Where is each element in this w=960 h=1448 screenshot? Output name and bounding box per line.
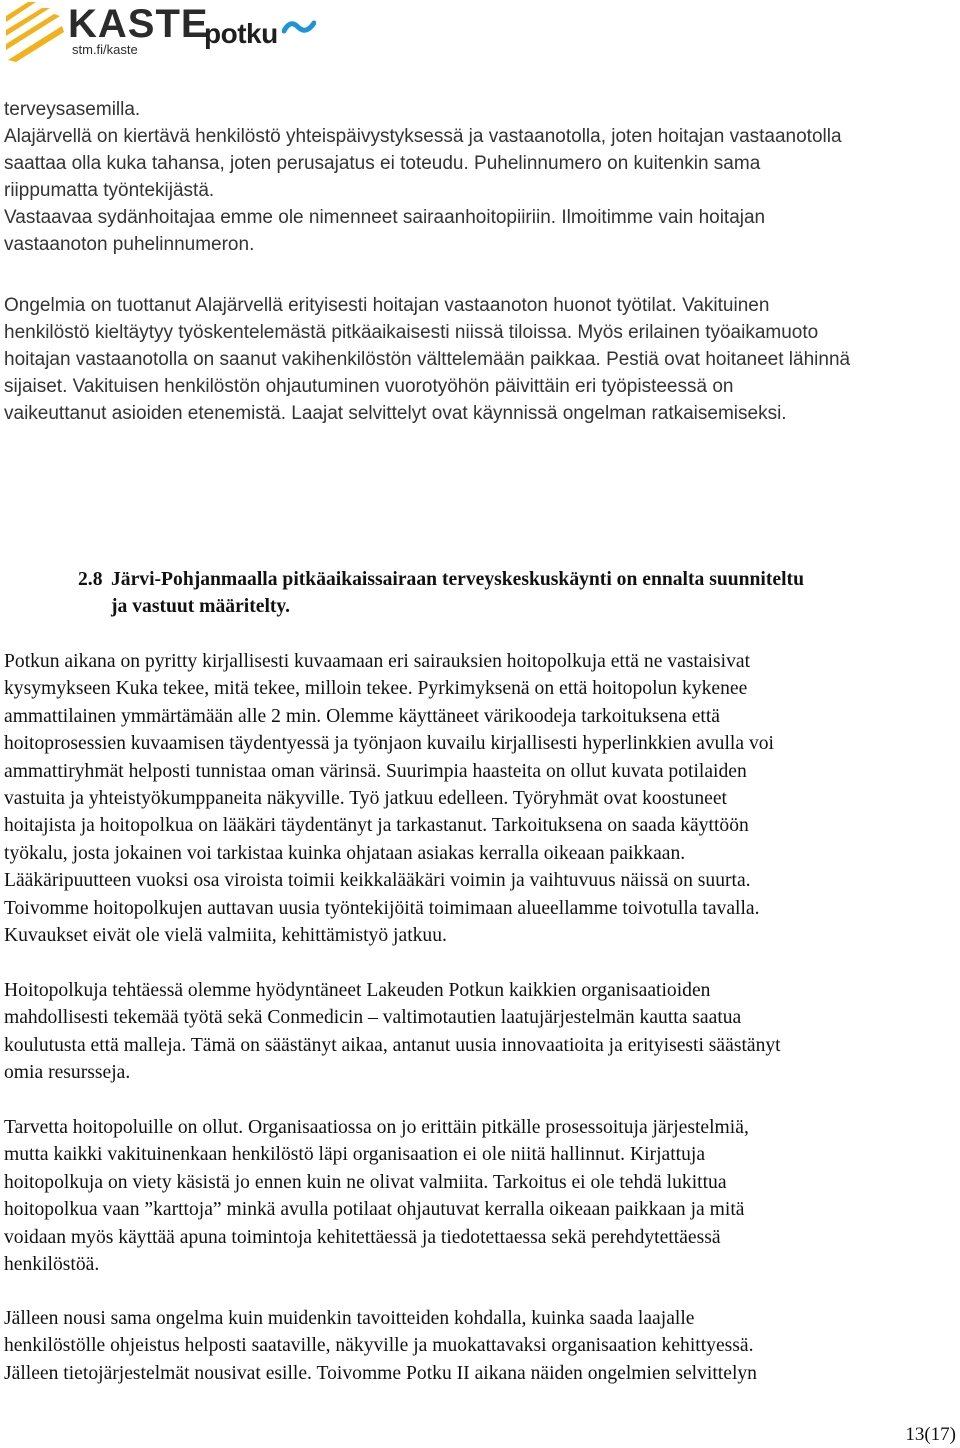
- text-line: Kuvaukset eivät ole vielä valmiita, kehittämistyö jatkuu.: [4, 925, 447, 947]
- text-line: omia resursseja.: [4, 1062, 131, 1084]
- text-line: Potkun aikana on pyritty kirjallisesti kuvaamaan eri sairauksien hoitopolkuja että ne vastaisivat: [4, 651, 751, 672]
- text-line: vastuita ja yhteistyökumppaneita näkyville. Työ jatkuu edelleen. Työryhmät ovat koostuneet: [4, 788, 727, 810]
- text-line: saattaa olla kuka tahansa, joten perusajatus ei toteudu. Puhelinnumero on kuitenkin sama: [4, 153, 761, 174]
- text-line: henkilöstöä.: [4, 1254, 100, 1276]
- paragraph-again: [4, 1305, 958, 1387]
- text-line: Hoitopolkuja tehtäessä olemme hyödyntäneet Lakeuden Potkun kaikkien organisaatioiden: [4, 980, 711, 1001]
- page-header: [6, 0, 346, 72]
- text-line: hoitopolkuja on viety käsistä jo ennen kuin ne olivat valmiita. Tarkoitus ei ole tehdä lukittua: [4, 1171, 727, 1193]
- text-line: Toivomme hoitopolkujen auttavan uusia työntekijöitä toimimaan alueellamme toivotulla tavalla.: [4, 897, 760, 919]
- paragraph-utilization: [4, 977, 958, 1087]
- text-line: hoitopolkua vaan ”karttoja” minkä avulla potilaat ohjautuvat kerralla oikeaan paikkaan ja mitä: [4, 1199, 745, 1221]
- text-line: Ongelmia on tuottanut Alajärvellä erityisesti hoitajan vastaanoton huonot työtilat. Vakituinen: [4, 295, 770, 316]
- section-number: 2.8: [78, 569, 103, 590]
- paragraph-intro: [4, 96, 958, 258]
- text-line: mutta kaikki vakituinenkaan henkilöstö läpi organisaation ei ole niitä hallinnut. Kirjattuja: [4, 1144, 706, 1166]
- text-line: riippumatta työntekijästä.: [4, 180, 215, 201]
- paragraph-problems: [4, 292, 958, 427]
- text-line: Alajärvellä on kiertävä henkilöstö yhteispäivystyksessä ja vastaanotolla, joten hoitajan vastaanotolla: [4, 126, 842, 147]
- text-line: henkilöstö kieltäytyy työskentelemästä pitkäaikaisesti niissä tiloissa. Myös erilainen työaikamuoto: [4, 322, 819, 343]
- kaste-url: stm.fi/kaste: [72, 42, 138, 57]
- text-line: sijaiset. Vakituisen henkilöstön ohjautuminen vuorotyöhön päivittäin eri työpisteessä on: [4, 376, 734, 397]
- kaste-wordmark: KASTE: [68, 2, 209, 46]
- text-line: hoitoprosessien kuvaamisen täydentyessä ja työnjaon kuvailu kirjallisesti hyperlinkkien avulla voi: [4, 733, 774, 755]
- section-heading: [78, 566, 804, 620]
- text-line: koulutusta että malleja. Tämä on säästänyt aikaa, antanut uusia innovaatioita ja erityisesti säästänyt: [4, 1034, 781, 1056]
- text-line: hoitajista ja hoitopolkua on lääkäri täydentänyt ja tarkastanut. Tarkoituksena on saada käyttöön: [4, 815, 749, 837]
- page-number: 13(17): [905, 1424, 956, 1445]
- section-title-line1: Järvi-Pohjanmaalla pitkäaikaissairaan terveyskeskuskäynti on ennalta suunniteltu: [111, 569, 804, 590]
- kaste-logo: [6, 2, 209, 66]
- text-line: vastaanoton puhelinnumeron.: [4, 234, 255, 255]
- text-line: voidaan myös käyttää apuna toimintoja kehitettäessä ja tiedotettaessa sekä perehdytettäessä: [4, 1226, 721, 1248]
- text-line: henkilöstölle ohjeistus helposti saataville, näkyville ja muokattavaksi organisaation kehittyessä.: [4, 1335, 754, 1357]
- text-line: Jälleen nousi sama ongelma kuin muidenkin tavoitteiden kohdalla, kuinka saada laajalle: [4, 1308, 695, 1329]
- text-line: työkalu, josta jokainen voi tarkistaa kuinka ohjataan asiakas kerralla oikeaan paikkaan.: [4, 842, 686, 864]
- text-line: ammattiryhmät helposti tunnistaa oman värinsä. Suurimpia haasteita on ollut kuvata potilaiden: [4, 760, 747, 782]
- paragraph-need: [4, 1114, 958, 1278]
- paragraph-care-paths: [4, 648, 958, 949]
- text-line: terveysasemilla.: [4, 99, 141, 120]
- text-line: Jälleen tietojärjestelmät nousivat esille. Toivomme Potku II aikana näiden ongelmien selvittelyn: [4, 1362, 757, 1384]
- text-line: mahdollisesti tekemää työtä sekä Conmedicin – valtimotautien laatujärjestelmän kautta saatua: [4, 1007, 742, 1029]
- section-title-line2: ja vastuut määritelty.: [111, 596, 291, 617]
- potku-wordmark: potku: [204, 18, 278, 49]
- text-line: Lääkäripuutteen vuoksi osa viroista toimii keikkalääkäri voimin ja vaihtuvuus näissä on suurta.: [4, 870, 751, 892]
- kaste-stripes-icon: [6, 2, 66, 66]
- potku-logo: [204, 18, 316, 50]
- text-line: Vastaavaa sydänhoitajaa emme ole nimenneet sairaanhoitopiiriin. Ilmoitimme vain hoitajan: [4, 207, 766, 228]
- text-line: kysymykseen Kuka tekee, mitä tekee, milloin tekee. Pyrkimyksenä on että hoitopolun kykenee: [4, 678, 748, 700]
- text-line: Tarvetta hoitopoluille on ollut. Organisaatiossa on jo erittäin pitkälle prosessoituja järjestelmiä,: [4, 1117, 749, 1138]
- text-line: hoitajan vastaanotolla on saanut vakihenkilöstön välttelemään paikkaa. Pestiä ovat hoitaneet lähinnä: [4, 349, 851, 370]
- text-line: vaikeuttanut asioiden etenemistä. Laajat selvittelyt ovat käynnissä ongelman ratkaisemiseksi.: [4, 403, 787, 424]
- potku-wave-icon: [282, 19, 316, 41]
- text-line: ammattilainen ymmärtämään alle 2 min. Olemme käyttäneet värikoodeja tarkoituksena että: [4, 705, 720, 727]
